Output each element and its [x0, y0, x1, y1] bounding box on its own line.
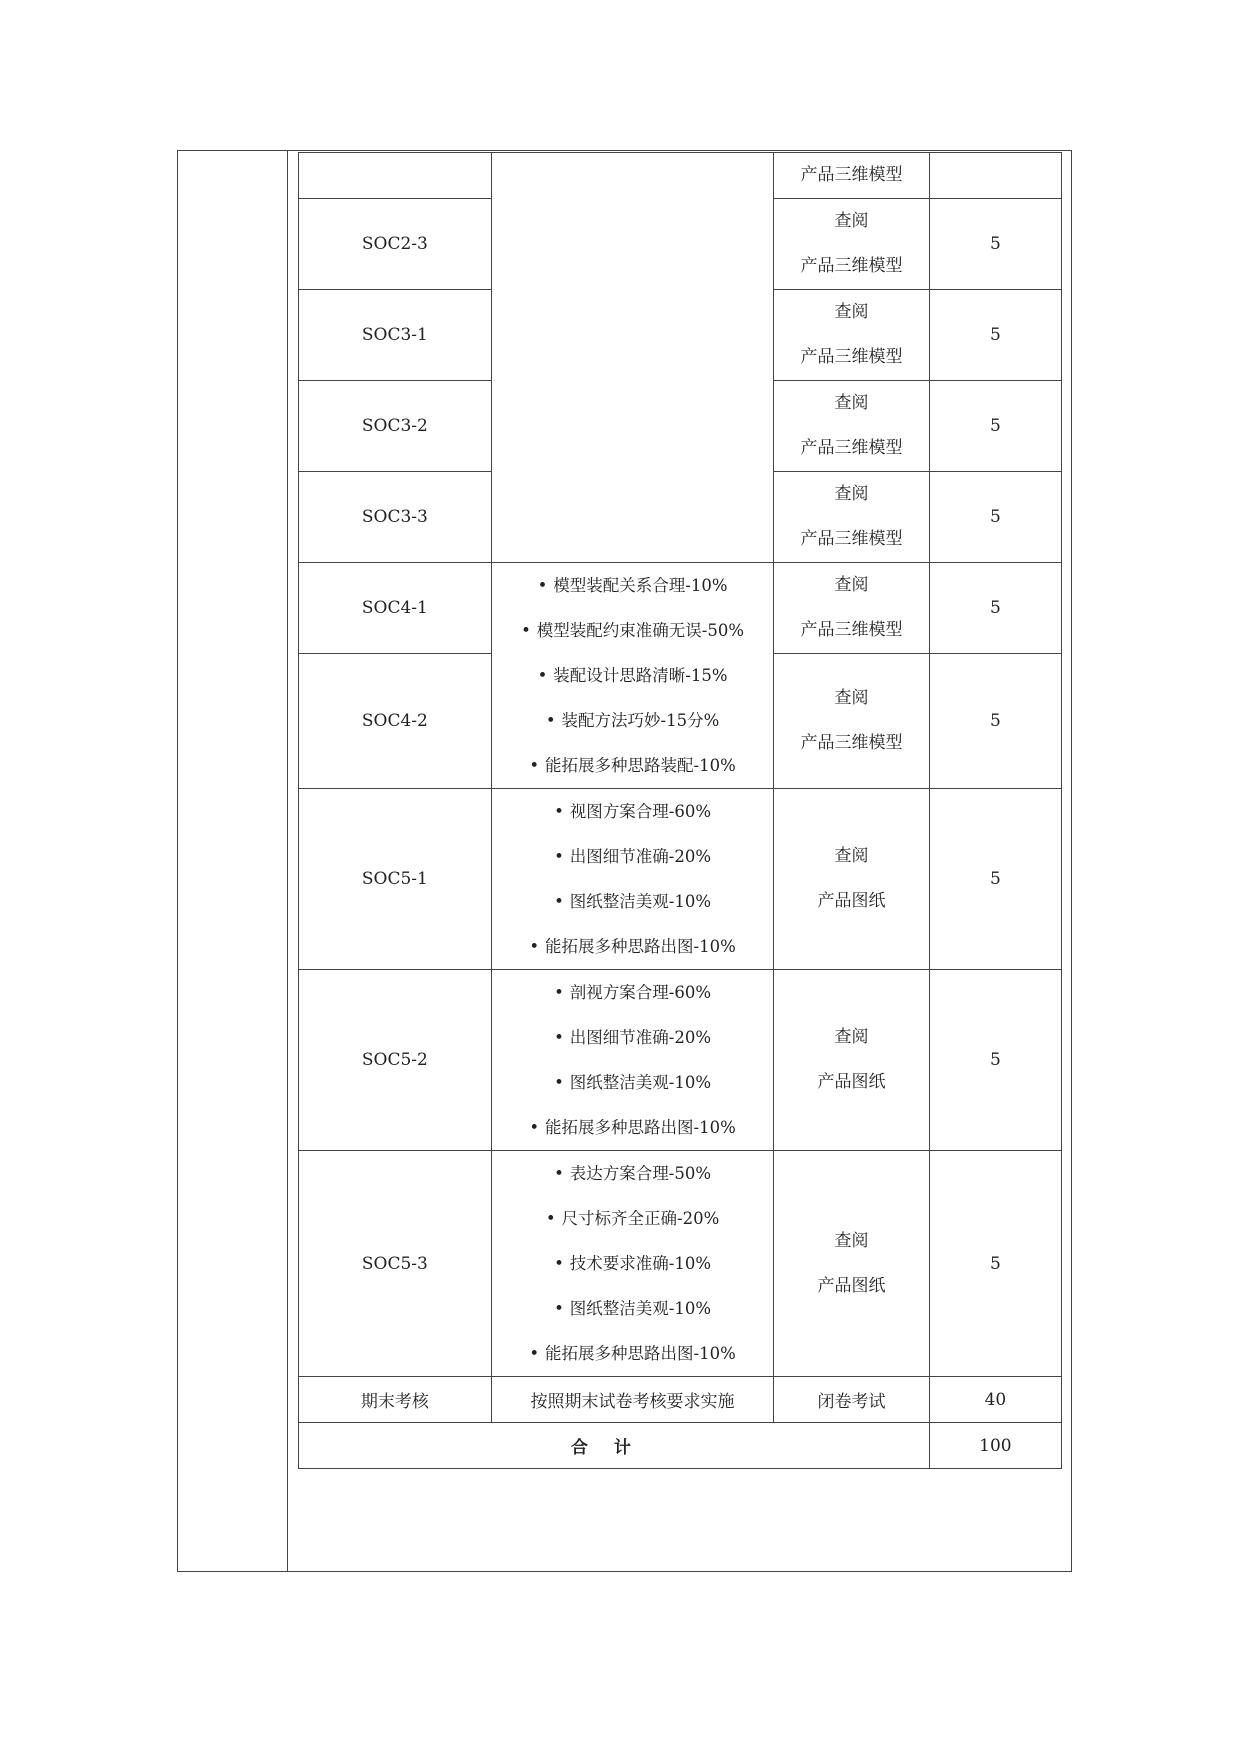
- criteria-item: • 装配设计思路清晰-15%: [537, 666, 728, 685]
- bullet-icon: •: [554, 1254, 564, 1273]
- method-cell: [774, 153, 929, 199]
- method-line: 查阅: [834, 211, 869, 231]
- code-cell: SOC3-3: [299, 472, 492, 563]
- criteria-cell: [491, 789, 774, 970]
- bullet-icon: •: [554, 892, 564, 911]
- weight-cell: 5: [929, 199, 1061, 290]
- assessment-table: [298, 152, 1062, 1469]
- method-line: 查阅: [834, 302, 869, 322]
- weight-cell: 5: [929, 472, 1061, 563]
- table-row: [299, 563, 1062, 654]
- criteria-cell: [491, 563, 774, 789]
- criteria-item: • 视图方案合理-60%: [554, 802, 712, 821]
- bullet-icon: •: [554, 983, 564, 1002]
- final-exam-method: 闭卷考试: [774, 1377, 929, 1423]
- method-cell: [774, 381, 929, 472]
- method-line: 产品图纸: [817, 1072, 886, 1092]
- code-cell: SOC5-3: [299, 1151, 492, 1377]
- bullet-icon: •: [529, 1344, 540, 1363]
- criteria-item: • 出图细节准确-20%: [554, 1028, 712, 1047]
- bullet-icon: •: [521, 621, 531, 640]
- bullet-icon: •: [554, 802, 564, 821]
- code-cell: SOC2-3: [299, 199, 492, 290]
- method-cell: [774, 472, 929, 563]
- criteria-cell-empty: [491, 153, 774, 563]
- method-line: 查阅: [834, 484, 869, 504]
- final-exam-description: 按照期末试卷考核要求实施: [491, 1377, 774, 1423]
- method-cell: [774, 563, 929, 654]
- method-line: 产品图纸: [817, 1275, 886, 1296]
- table-row: [299, 153, 1062, 199]
- method-line: 产品三维模型: [800, 256, 903, 276]
- outer-frame-divider: [287, 150, 288, 1572]
- criteria-item: • 出图细节准确-20%: [554, 847, 712, 866]
- table-row: [299, 1151, 1062, 1377]
- method-line: 查阅: [834, 846, 869, 866]
- weight-cell: 5: [929, 1151, 1061, 1377]
- final-exam-weight: 40: [929, 1377, 1061, 1423]
- method-line: 查阅: [834, 393, 869, 413]
- criteria-item: • 技术要求准确-10%: [554, 1254, 712, 1273]
- weight-cell: 5: [929, 563, 1061, 654]
- criteria-item: • 能拓展多种思路出图-10%: [529, 1344, 736, 1363]
- code-cell-empty: [299, 153, 492, 199]
- method-cell: [774, 970, 929, 1151]
- table-row: [299, 970, 1062, 1151]
- criteria-item: • 模型装配约束准确无误-50%: [521, 621, 745, 640]
- method-line: 查阅: [834, 1027, 869, 1047]
- code-cell: SOC4-2: [299, 654, 492, 789]
- method-cell: [774, 654, 929, 789]
- criteria-item: • 尺寸标齐全正确-20%: [545, 1209, 720, 1228]
- criteria-item: • 装配方法巧妙-15分%: [545, 711, 720, 730]
- method-cell: [774, 789, 929, 970]
- method-line: 查阅: [834, 575, 869, 595]
- criteria-item: • 图纸整洁美观-10%: [554, 1299, 712, 1318]
- method-line: 产品三维模型: [800, 620, 903, 640]
- method-line: 产品三维模型: [800, 529, 903, 549]
- criteria-item: • 图纸整洁美观-10%: [554, 1073, 712, 1092]
- criteria-item: • 剖视方案合理-60%: [554, 983, 712, 1002]
- total-label: 合计: [299, 1423, 930, 1469]
- criteria-item: • 能拓展多种思路装配-10%: [529, 756, 736, 775]
- bullet-icon: •: [554, 1073, 564, 1092]
- method-cell: [774, 1151, 929, 1377]
- weight-cell: 5: [929, 789, 1061, 970]
- criteria-item: • 表达方案合理-50%: [554, 1164, 712, 1183]
- bullet-icon: •: [529, 756, 540, 775]
- criteria-item: • 模型装配关系合理-10%: [537, 576, 728, 595]
- code-cell: SOC5-1: [299, 789, 492, 970]
- code-cell: SOC4-1: [299, 563, 492, 654]
- criteria-item: • 能拓展多种思路出图-10%: [529, 1118, 736, 1137]
- weight-cell: 5: [929, 654, 1061, 789]
- total-weight: 100: [929, 1423, 1061, 1469]
- weight-cell: 5: [929, 381, 1061, 472]
- bullet-icon: •: [529, 937, 540, 956]
- bullet-icon: •: [537, 576, 548, 595]
- method-line: 产品三维模型: [800, 733, 903, 753]
- method-cell: [774, 290, 929, 381]
- method-line: 产品三维模型: [800, 438, 903, 458]
- code-cell: SOC3-1: [299, 290, 492, 381]
- bullet-icon: •: [554, 1164, 564, 1183]
- code-cell: SOC5-2: [299, 970, 492, 1151]
- final-exam-row: [299, 1377, 1062, 1423]
- method-cell: [774, 199, 929, 290]
- method-line: 查阅: [834, 1230, 869, 1251]
- weight-cell: [929, 153, 1061, 199]
- code-cell: SOC3-2: [299, 381, 492, 472]
- bullet-icon: •: [545, 1209, 556, 1228]
- final-exam-label: 期末考核: [299, 1377, 492, 1423]
- criteria-cell: [491, 970, 774, 1151]
- criteria-item: • 图纸整洁美观-10%: [554, 892, 712, 911]
- method-line: 产品图纸: [817, 891, 886, 911]
- bullet-icon: •: [554, 1299, 564, 1318]
- table-row: [299, 789, 1062, 970]
- criteria-item: • 能拓展多种思路出图-10%: [529, 937, 736, 956]
- bullet-icon: •: [554, 1028, 564, 1047]
- method-line: 产品三维模型: [800, 347, 903, 367]
- bullet-icon: •: [529, 1118, 540, 1137]
- weight-cell: 5: [929, 290, 1061, 381]
- bullet-icon: •: [537, 666, 548, 685]
- method-line: 查阅: [834, 688, 869, 708]
- bullet-icon: •: [554, 847, 564, 866]
- criteria-cell: [491, 1151, 774, 1377]
- weight-cell: 5: [929, 970, 1061, 1151]
- method-line: 产品三维模型: [800, 165, 903, 185]
- bullet-icon: •: [545, 711, 556, 730]
- total-row: [299, 1423, 1062, 1469]
